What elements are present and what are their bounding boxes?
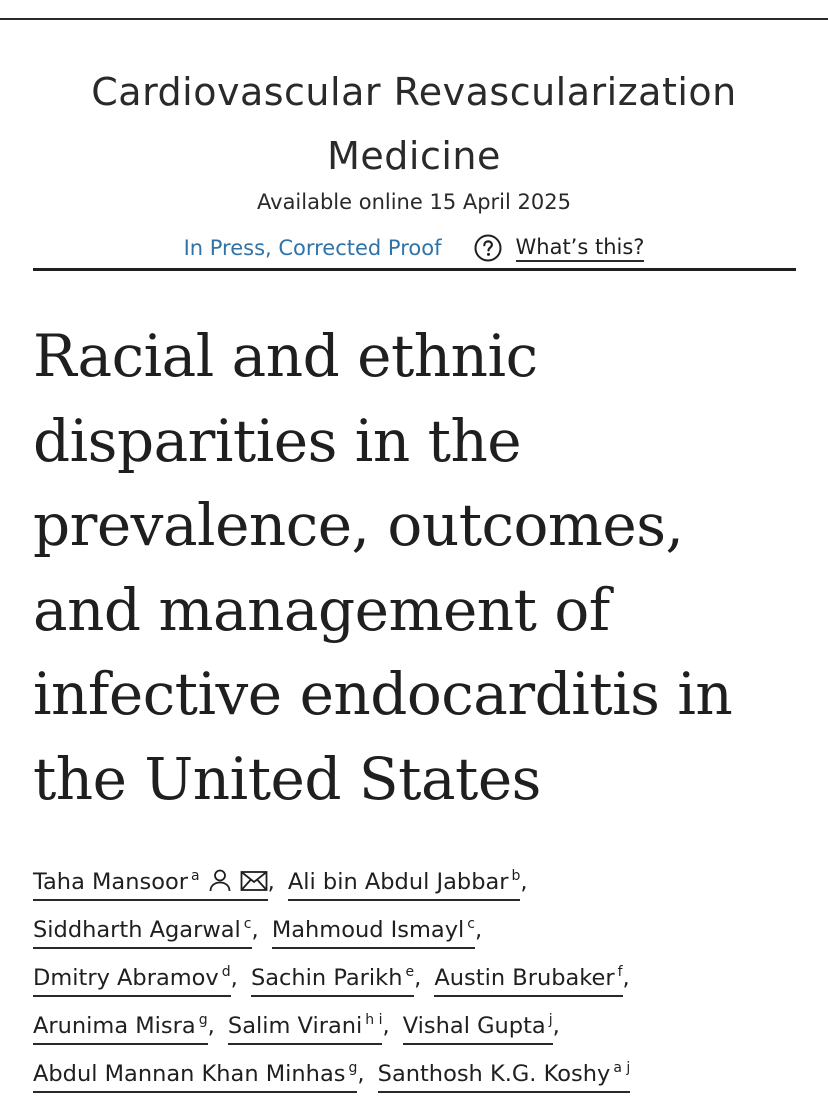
top-divider	[0, 18, 828, 20]
author-separator: ,	[357, 1061, 365, 1087]
whats-this-label: What’s this?	[516, 235, 645, 262]
author-link[interactable]	[378, 1053, 631, 1093]
author-name: Abdul Mannan Khan Minhas	[33, 1061, 346, 1087]
author-link[interactable]	[403, 1005, 553, 1045]
author-line	[33, 954, 813, 1002]
author-link[interactable]	[33, 1053, 357, 1093]
author-separator: ,	[552, 1013, 560, 1039]
author-name: Mahmoud Ismayl	[271, 917, 465, 943]
journal-title-line-1: Cardiovascular Revascularization	[91, 70, 737, 114]
author-affiliation: f	[617, 964, 623, 980]
author-link[interactable]	[33, 861, 268, 901]
author-separator: ,	[251, 917, 259, 943]
author-name: Ali bin Abdul Jabbar	[287, 869, 509, 895]
author-separator: ,	[382, 1013, 390, 1039]
author-name: Siddharth Agarwal	[33, 917, 241, 943]
author-separator: ,	[622, 965, 630, 991]
author-name: Arunima Misra	[33, 1013, 196, 1039]
author-name: Taha Mansoor	[33, 869, 188, 895]
author-link[interactable]	[288, 861, 521, 901]
author-list	[33, 858, 813, 1098]
author-affiliation: b	[511, 868, 521, 884]
author-link[interactable]	[434, 957, 622, 997]
author-line	[33, 858, 813, 906]
author-name: Sachin Parikh	[250, 965, 403, 991]
author-link[interactable]	[228, 1005, 383, 1045]
author-separator: ,	[475, 917, 483, 943]
author-link[interactable]	[272, 909, 475, 949]
author-line	[33, 1002, 813, 1050]
author-link[interactable]	[33, 909, 252, 949]
author-name: Santhosh K.G. Koshy	[377, 1061, 611, 1087]
envelope-icon	[240, 870, 268, 892]
author-affiliation: a	[190, 868, 200, 884]
journal-title-line-2: Medicine	[327, 134, 501, 178]
author-line	[33, 906, 813, 954]
article-status-row	[40, 230, 788, 266]
author-separator: ,	[207, 1013, 215, 1039]
author-separator: ,	[230, 965, 238, 991]
author-affiliation: e	[405, 964, 415, 980]
author-link[interactable]	[33, 1005, 208, 1045]
article-status-link[interactable]: In Press, Corrected Proof	[183, 236, 442, 260]
whats-this-button[interactable]	[474, 234, 645, 262]
author-affiliation: a j	[613, 1060, 631, 1076]
author-affiliation: c	[243, 916, 252, 932]
article-title: Racial and ethnic disparities in the prevalence, outcomes, and management of infective endocarditis in the United States	[33, 322, 733, 813]
author-affiliation: c	[467, 916, 475, 932]
question-circle-icon	[474, 234, 502, 262]
author-affiliation: d	[221, 964, 231, 980]
author-separator: ,	[414, 965, 422, 991]
author-separator: ,	[520, 869, 528, 895]
author-line	[33, 1050, 813, 1098]
journal-title[interactable]	[40, 60, 788, 188]
author-affiliation: g	[348, 1060, 358, 1076]
person-icon	[208, 868, 232, 892]
author-affiliation: j	[548, 1012, 553, 1028]
author-separator: ,	[267, 869, 275, 895]
author-link[interactable]	[33, 957, 231, 997]
author-affiliation: g	[198, 1012, 208, 1028]
author-link[interactable]	[251, 957, 414, 997]
author-affiliation: h i	[365, 1012, 383, 1028]
author-name: Dmitry Abramov	[33, 965, 219, 991]
header-divider	[33, 268, 796, 271]
availability-date: Available online 15 April 2025	[257, 190, 571, 214]
author-name: Austin Brubaker	[434, 965, 615, 991]
author-name: Vishal Gupta	[402, 1013, 546, 1039]
author-name: Salim Virani	[227, 1013, 363, 1039]
